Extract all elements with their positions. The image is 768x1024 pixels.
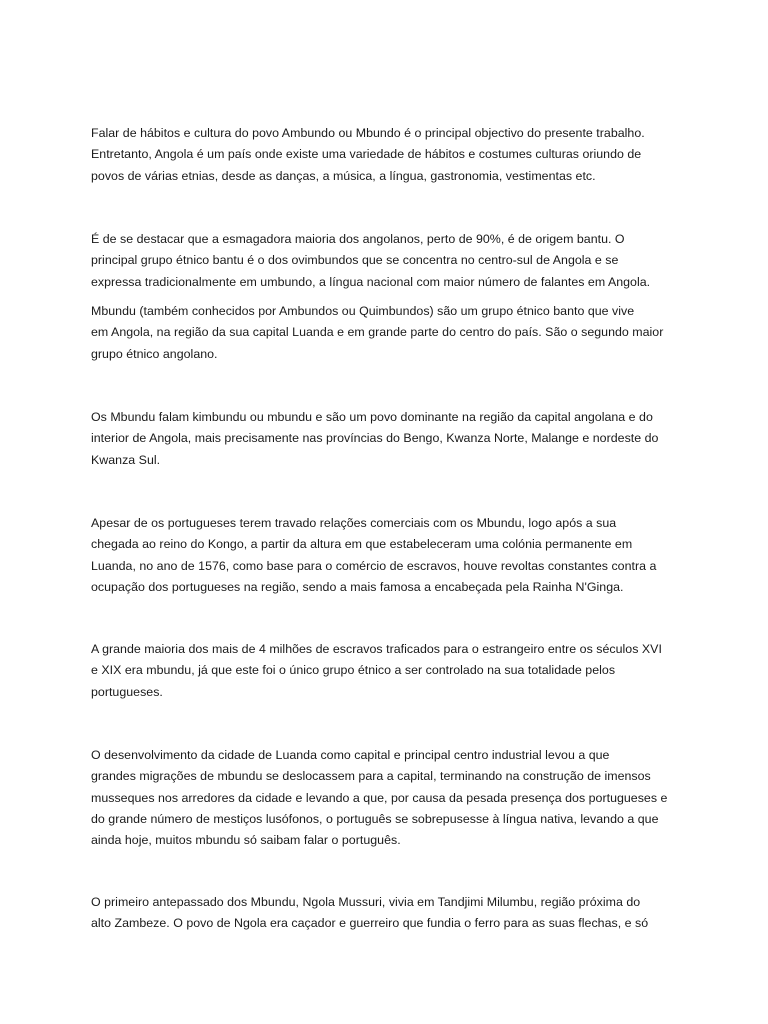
text-line: Os Mbundu falam kimbundu ou mbundu e são um povo dominante na região da capital angolana e do — [91, 410, 653, 424]
text-line: Apesar de os portugueses terem travado relações comerciais com os Mbundu, logo após a sua — [91, 516, 617, 530]
text-line: e XIX era mbundu, já que este foi o único grupo étnico a ser controlado na sua totalidade pelos — [91, 663, 616, 678]
text-line: Entretanto, Angola é um país onde existe uma variedade de hábitos e costumes culturas oriundo de — [91, 147, 642, 162]
text-line: Luanda, no ano de 1576, como base para o comércio de escravos, houve revoltas constantes contra a — [91, 558, 657, 573]
paragraph-ancestor — [91, 892, 691, 935]
text-line: principal grupo étnico bantu é o dos ovimbundos que se concentra no centro-sul de Angola e se — [91, 253, 619, 268]
text-line: grandes migrações de mbundu se deslocassem para a capital, terminando na construção de imensos — [91, 769, 651, 784]
paragraph-intro — [91, 123, 691, 187]
text-line: do grande número de mestiços lusófonos, o português se sobrepusesse à língua nativa, levando a que — [91, 811, 659, 826]
paragraph-language — [91, 407, 691, 471]
text-line: O primeiro antepassado dos Mbundu, Ngola Mussuri, vivia em Tandjimi Milumbu, região próxima do — [91, 895, 641, 909]
text-line: É de se destacar que a esmagadora maioria dos angolanos, perto de 90%, é de origem bantu. O — [91, 232, 625, 246]
paragraph-slave-trade — [91, 639, 691, 703]
text-line: povos de várias etnias, desde as danças, a música, a língua, gastronomia, vestimentas etc. — [91, 168, 596, 183]
paragraph-bantu-origin — [91, 229, 691, 293]
text-line: alto Zambeze. O povo de Ngola era caçador e guerreiro que fundia o ferro para as suas flechas, e só — [91, 916, 649, 931]
text-line: A grande maioria dos mais de 4 milhões de escravos traficados para o estrangeiro entre os séculos XVI — [91, 642, 662, 656]
text-line: expressa tradicionalmente em umbundo, a língua nacional com maior número de falantes em Angola. — [91, 274, 651, 289]
text-line: ainda hoje, muitos mbundu só saibam falar o português. — [91, 833, 401, 848]
text-line: ocupação dos portugueses na região, sendo a mais famosa a encabeçada pela Rainha N'Ginga. — [91, 579, 624, 594]
paragraph-portuguese-relations — [91, 513, 691, 598]
text-line: interior de Angola, mais precisamente nas províncias do Bengo, Kwanza Norte, Malange e nordeste do — [91, 431, 659, 446]
text-line: musseques nos arredores da cidade e levando a que, por causa da pesada presença dos portugueses e — [91, 790, 668, 805]
text-line: chegada ao reino do Kongo, a partir da altura em que estabeleceram uma colónia permanente em — [91, 537, 633, 552]
text-line: O desenvolvimento da cidade de Luanda como capital e principal centro industrial levou a que — [91, 748, 610, 762]
paragraph-luanda-development — [91, 745, 691, 851]
text-line: grupo étnico angolano. — [91, 346, 218, 361]
text-line: Kwanza Sul. — [91, 452, 161, 467]
text-line: Falar de hábitos e cultura do povo Ambundo ou Mbundo é o principal objectivo do presente trabalho. — [91, 126, 645, 140]
text-line: em Angola, na região da sua capital Luanda e em grande parte do centro do país. São o segundo maior — [91, 325, 664, 340]
text-line: portugueses. — [91, 684, 163, 699]
text-line: Mbundu (também conhecidos por Ambundos ou Quimbundos) são um grupo étnico banto que vive — [91, 304, 635, 318]
paragraph-mbundu-definition — [91, 301, 691, 365]
